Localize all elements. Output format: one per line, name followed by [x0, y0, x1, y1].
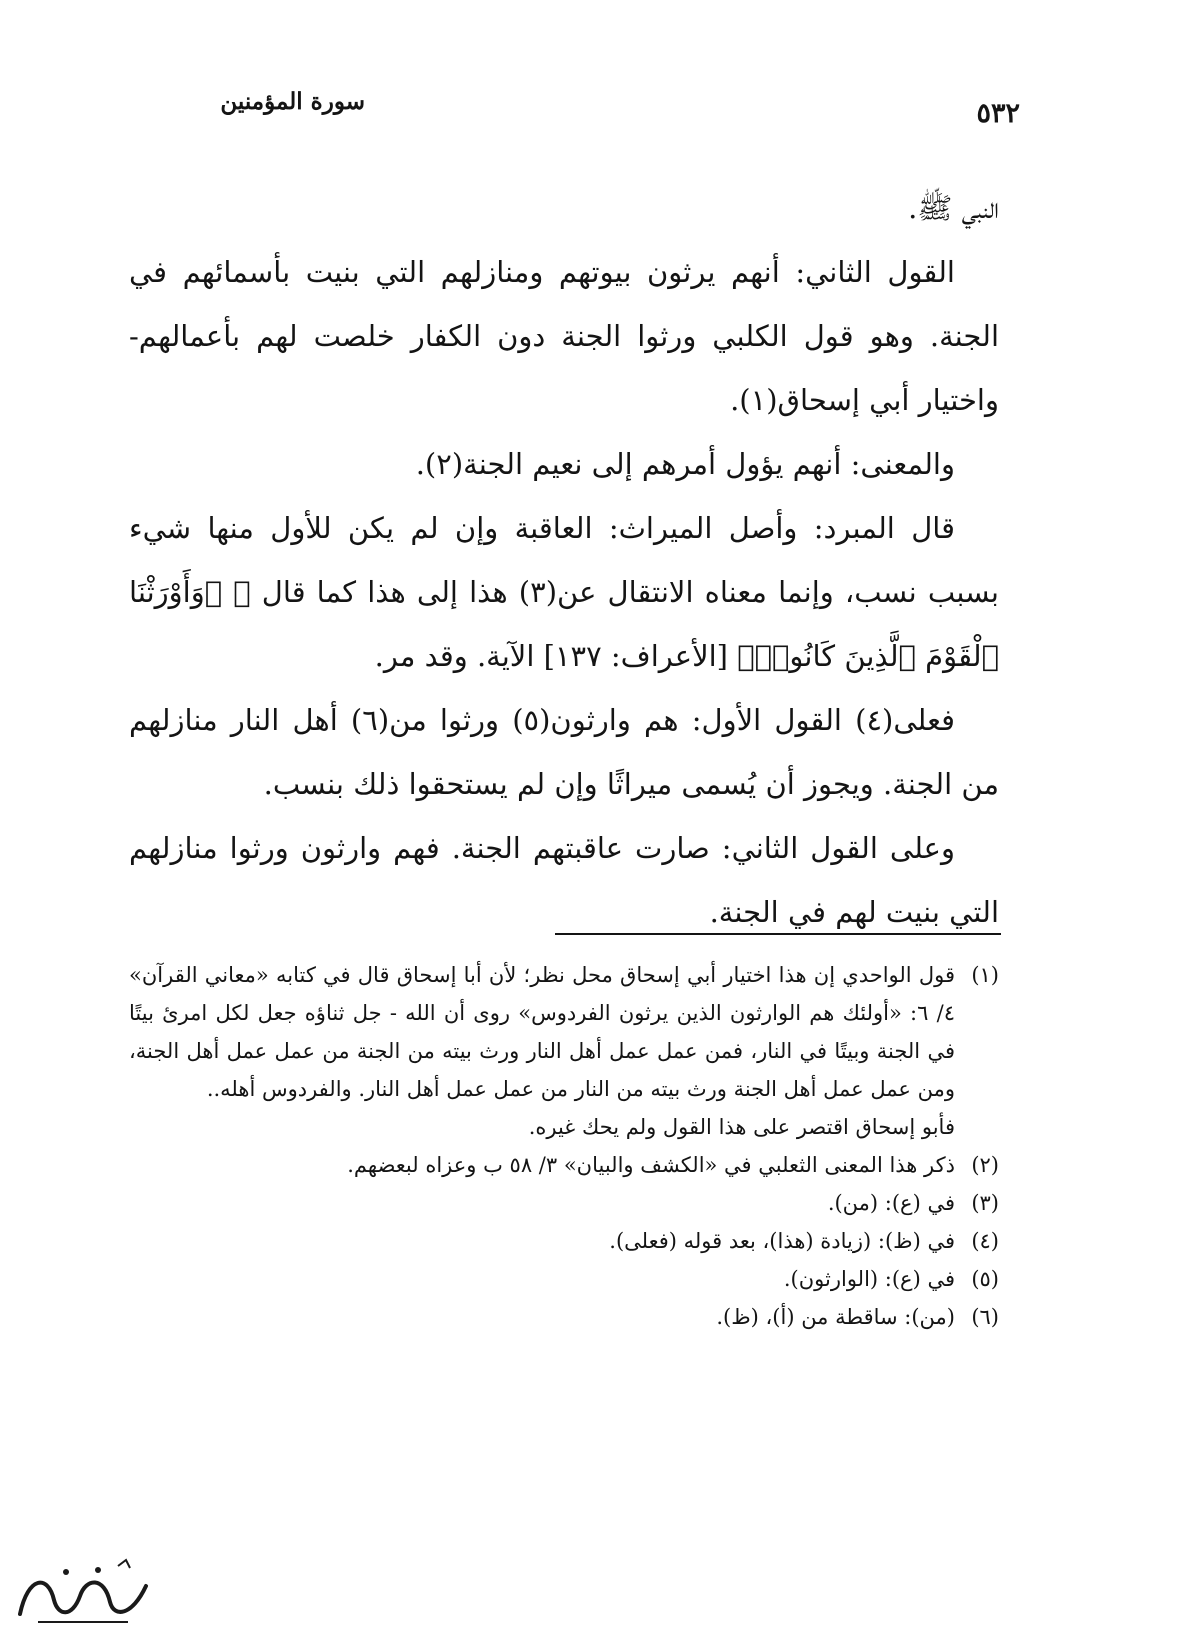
footnote: [129, 956, 999, 1146]
footnote-text: قول الواحدي إن هذا اختيار أبي إسحاق محل نظر؛ لأن أبا إسحاق قال في كتابه «معاني القرآن» ٤/ ٦: «أولئك هم الوارثون الذين يرثون الفردوس» روى أن الله - جل ثناؤه جعل لكل امرئ بيتًا في الجنة وبيتًا في النار، فمن عمل عمل أهل النار ورث بيته من الجنة من عمل عمل أهل الجنة، ومن عمل عمل أهل الجنة ورث بيته من النار من عمل عمل أهل النار. والفردوس أهله..: [129, 963, 955, 1101]
paragraph: النبي ﷺ.: [908, 191, 999, 225]
running-header-title: سورة المؤمنين: [220, 88, 365, 115]
footnote: [129, 1222, 999, 1260]
footnote-text: (من): ساقطة من (أ)، (ظ).: [716, 1305, 955, 1329]
footnote: [129, 1298, 999, 1336]
paragraph: والمعنى: أنهم يؤول أمرهم إلى نعيم الجنة(٢).: [415, 447, 955, 481]
footnote-text: في (ظ): (زيادة (هذا)، بعد قوله (فعلى).: [609, 1229, 955, 1253]
footnote-text: في (ع): (الوارثون).: [783, 1267, 955, 1291]
footnote-number: (٤): [971, 1229, 999, 1253]
footnote-number: (١): [971, 963, 999, 987]
footnote-number: (٦): [971, 1305, 999, 1329]
paragraph: القول الثاني: أنهم يرثون بيوتهم ومنازلهم التي بنيت بأسمائهم في الجنة. وهو قول الكلبي ورثوا الجنة دون الكفار خلصت لهم بأعمالهم- واختيار أبي إسحاق(١).: [129, 255, 999, 417]
footnote: [129, 1260, 999, 1298]
footnote-number: (٣): [971, 1191, 999, 1215]
paragraph: فعلى(٤) القول الأول: هم وارثون(٥) ورثوا من(٦) أهل النار منازلهم من الجنة. ويجوز أن يُسمى ميراثًا وإن لم يستحقوا ذلك بنسب.: [129, 703, 999, 801]
footnote: [129, 1146, 999, 1184]
paragraph: وعلى القول الثاني: صارت عاقبتهم الجنة. فهم وارثون ورثوا منازلهم التي بنيت لهم في الجنة.: [129, 831, 999, 929]
footnote: [129, 1184, 999, 1222]
footnote-text: فأبو إسحاق اقتصر على هذا القول ولم يحك غيره.: [528, 1115, 955, 1139]
footnote-number: (٥): [971, 1267, 999, 1291]
page-number: ٥٣٢: [976, 98, 1020, 129]
stamp-logo: [8, 1556, 158, 1636]
footnote-divider: [555, 933, 1001, 935]
footnotes: [129, 956, 999, 1336]
footnote-text: ذكر هذا المعنى الثعلبي في «الكشف والبيان» ٣/ ٥٨ ب وعزاه لبعضهم.: [347, 1153, 955, 1177]
main-text: [129, 176, 999, 944]
footnote-number: (٢): [971, 1153, 999, 1177]
footnote-text: في (ع): (من).: [827, 1191, 955, 1215]
paragraph: قال المبرد: وأصل الميراث: العاقبة وإن لم يكن للأول منها شيء بسبب نسب، وإنما معناه الانتقال عن(٣) هذا إلى هذا كما قال ﷻ ﴿وَأَوْرَثْنَا ٱلْقَوْمَ ٱلَّذِينَ كَانُوا۟﴾ [الأعراف: ١٣٧] الآية. وقد مر.: [129, 511, 1000, 673]
